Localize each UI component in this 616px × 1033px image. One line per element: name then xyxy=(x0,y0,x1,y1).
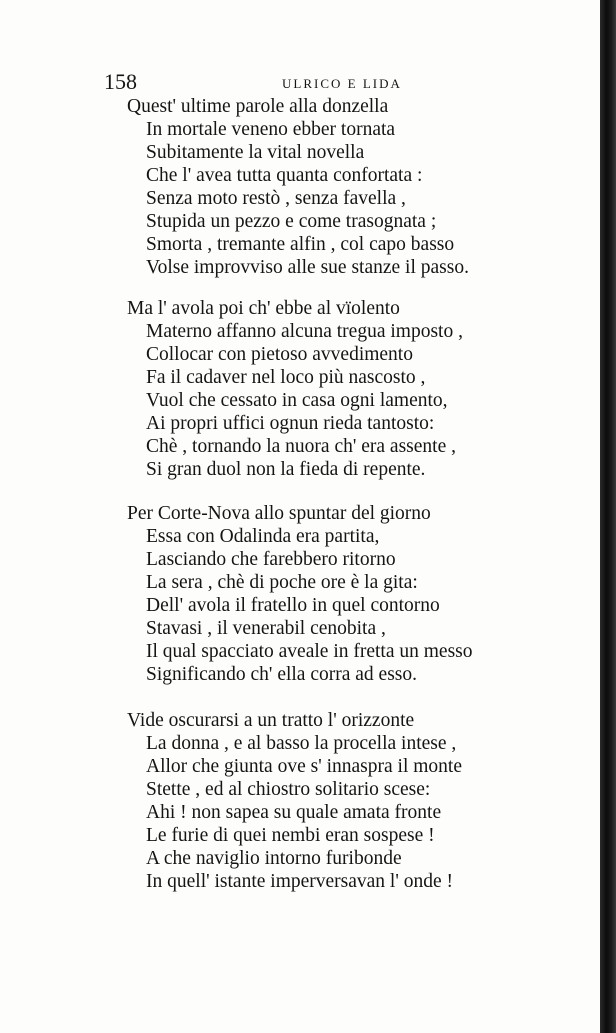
running-title: ULRICO E LIDA xyxy=(282,76,402,91)
verse-line: Il qual spacciato aveale in fretta un messo xyxy=(146,641,473,662)
verse-line: Quest' ultime parole alla donzella xyxy=(127,96,389,117)
verse-line: La donna , e al basso la procella intese , xyxy=(146,733,457,754)
verse-line: Vide oscurarsi a un tratto l' orizzonte xyxy=(127,710,415,731)
verse-line: Ahi ! non sapea su quale amata fronte xyxy=(146,802,442,823)
verse-line: La sera , chè di poche ore è la gita: xyxy=(146,572,418,593)
verse-line: Chè , tornando la nuora ch' era assente , xyxy=(146,436,456,457)
verse-line: Subitamente la vital novella xyxy=(146,142,365,163)
verse-line: A che naviglio intorno furibonde xyxy=(146,848,402,869)
verse-line: Che l' avea tutta quanta confortata : xyxy=(146,165,423,186)
verse-line: Essa con Odalinda era partita, xyxy=(146,526,380,547)
verse-line: Allor che giunta ove s' innaspra il monte xyxy=(146,756,462,777)
verse-line: Smorta , tremante alfin , col capo basso xyxy=(146,234,455,255)
verse-line: Stette , ed al chiostro solitario scese: xyxy=(146,779,431,800)
verse-line: Significando ch' ella corra ad esso. xyxy=(146,664,418,685)
verse-line: In quell' istante imperversavan l' onde ! xyxy=(146,871,454,892)
verse-line: Per Corte-Nova allo spuntar del giorno xyxy=(127,503,431,524)
verse-line: Le furie di quei nembi eran sospese ! xyxy=(146,825,435,846)
verse-line: In mortale veneno ebber tornata xyxy=(146,119,396,140)
verse-line: Vuol che cessato in casa ogni lamento, xyxy=(146,390,448,411)
verse-line: Senza moto restò , senza favella , xyxy=(146,188,406,209)
page-number: 158 xyxy=(104,69,137,94)
page-header xyxy=(104,70,524,94)
verse-line: Si gran duol non la fieda di repente. xyxy=(146,459,426,480)
verse-line: Ai propri uffici ognun rieda tantosto: xyxy=(146,413,435,434)
verse-line: Materno affanno alcuna tregua imposto , xyxy=(146,321,463,342)
verse-line: Dell' avola il fratello in quel contorno xyxy=(146,595,440,616)
verse-line: Ma l' avola poi ch' ebbe al vïolento xyxy=(127,298,400,319)
verse-line: Lasciando che farebbero ritorno xyxy=(146,549,396,570)
verse-line: Volse improvviso alle sue stanze il passo. xyxy=(146,257,469,278)
verse-line: Collocar con pietoso avvedimento xyxy=(146,344,413,365)
verse-line: Stupida un pezzo e come trasognata ; xyxy=(146,211,437,232)
verse-line: Fa il cadaver nel loco più nascosto , xyxy=(146,367,426,388)
scan-binding-edge xyxy=(600,0,616,1033)
verse-line: Stavasi , il venerabil cenobita , xyxy=(146,618,386,639)
